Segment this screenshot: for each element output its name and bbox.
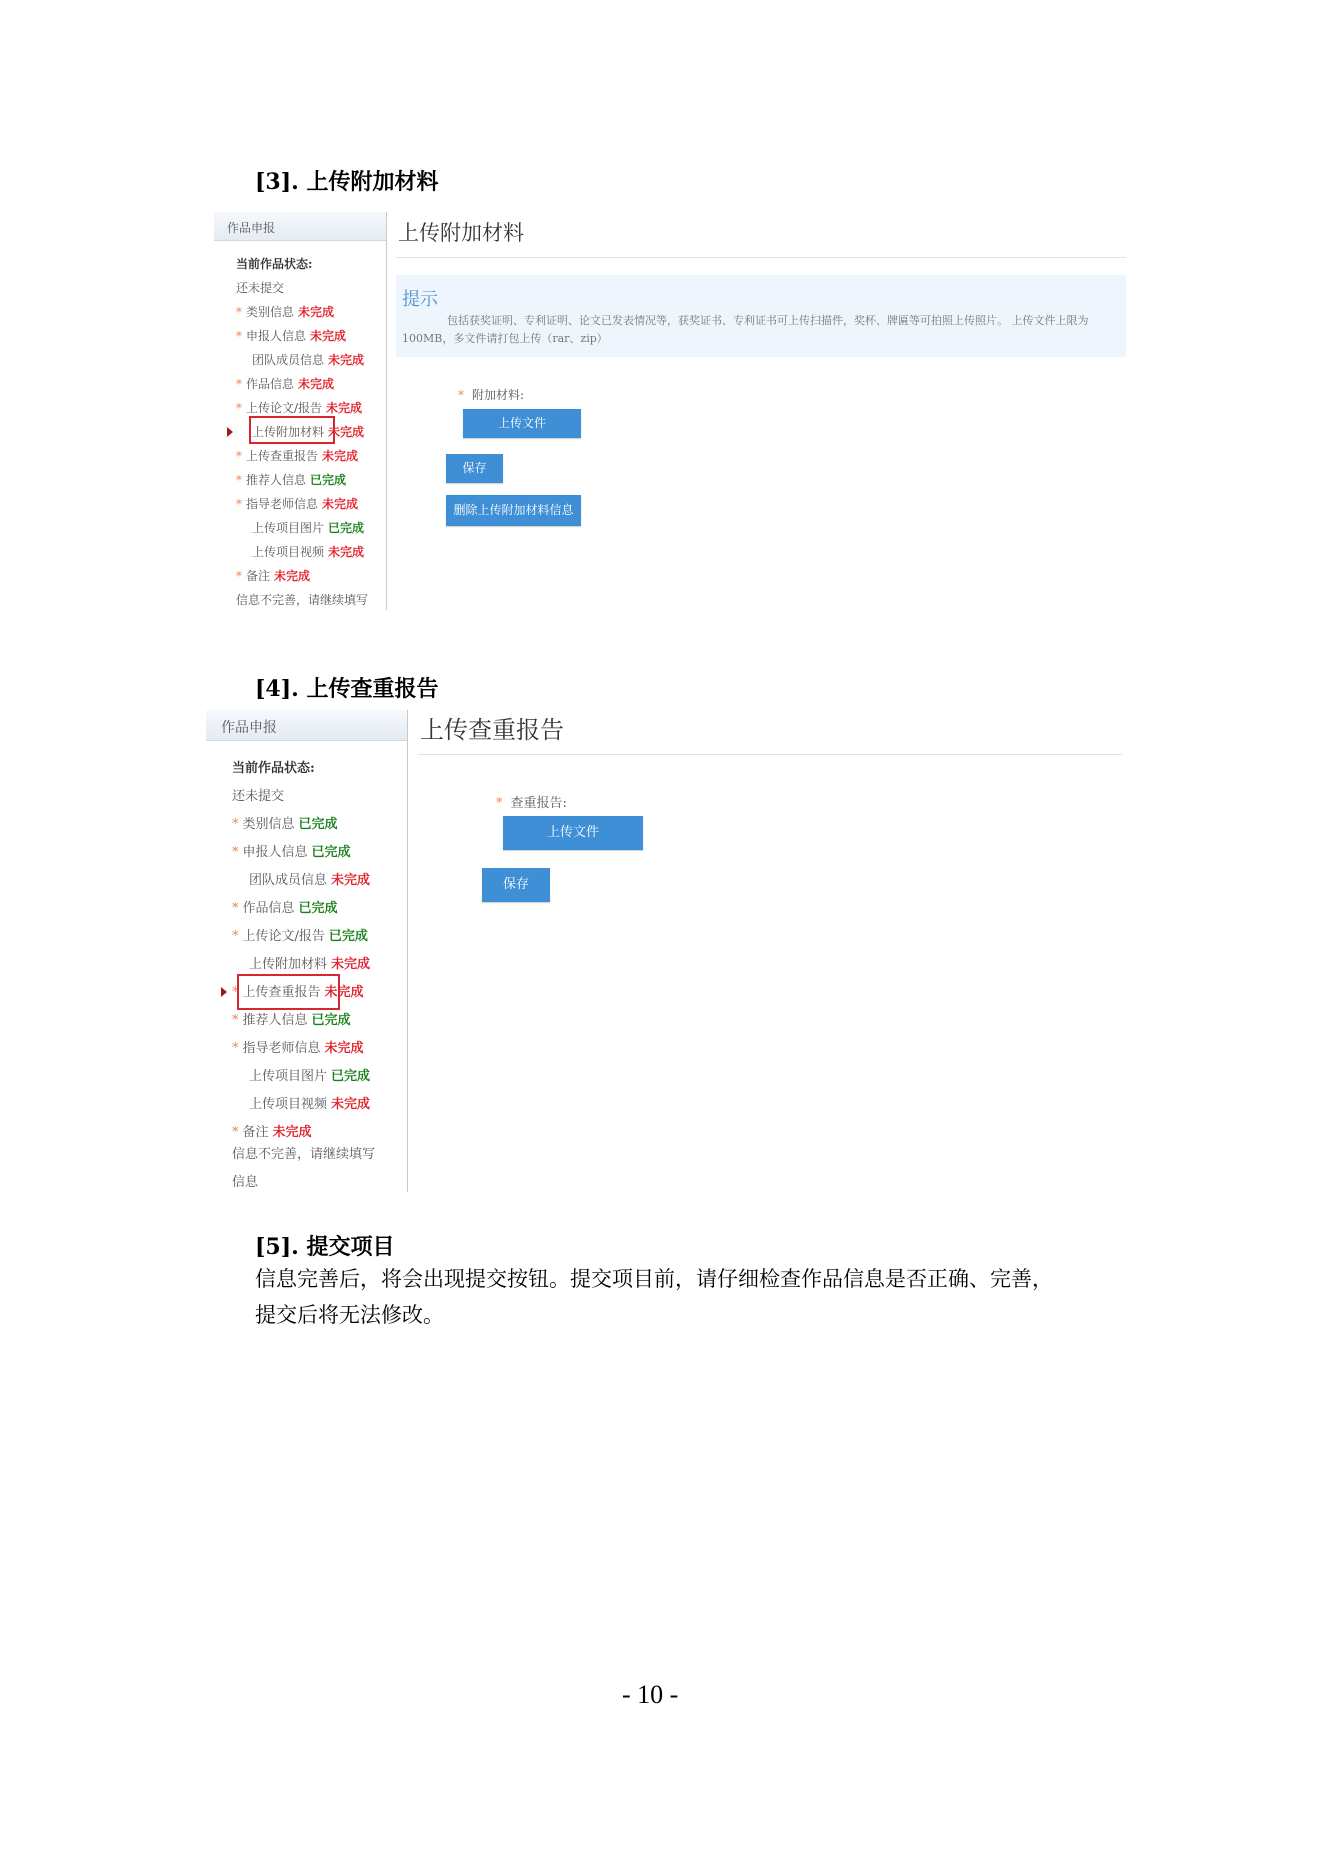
attachment-label: * 附加材料: [458, 388, 525, 402]
required-star: * [236, 305, 242, 319]
step-status: 已完成 [310, 473, 347, 487]
section-5-paragraph-line-2: 提交后将无法修改。 [255, 1303, 444, 1327]
required-star: * [236, 377, 242, 391]
sidebar-step-item[interactable] [232, 1121, 312, 1140]
required-star: * [236, 449, 242, 463]
step-status: 未完成 [328, 425, 365, 439]
step-label: 类别信息 [246, 305, 295, 319]
save-button[interactable]: 保存 [446, 454, 503, 483]
main-title: 上传查重报告 [420, 716, 564, 744]
step-label: 备注 [242, 1125, 269, 1140]
required-star: * [236, 329, 242, 343]
step-label: 作品信息 [246, 377, 295, 391]
sidebar-step-item[interactable] [232, 1009, 351, 1028]
required-star: * [232, 929, 239, 944]
attachment-label-text: 附加材料: [472, 388, 525, 402]
step-label: 上传查重报告 [242, 985, 321, 1000]
step-status: 已完成 [328, 521, 365, 535]
step-label: 申报人信息 [242, 845, 308, 860]
sidebar-step-item[interactable] [232, 1037, 364, 1056]
sidebar-step-item[interactable] [252, 543, 364, 560]
sidebar [206, 710, 408, 1192]
sidebar-header [214, 212, 386, 241]
sidebar-step-item[interactable] [249, 869, 370, 888]
delete-attachment-button[interactable]: 删除上传附加材料信息 [446, 495, 581, 526]
step-label: 推荐人信息 [242, 1013, 308, 1028]
section-3-heading: [3]. 上传附加材料 [255, 169, 439, 195]
status-sub: 还未提交 [236, 281, 285, 295]
screenshot-upload-materials [214, 212, 1134, 610]
screenshot-upload-plagiarism-report [206, 710, 1128, 1192]
step-status: 已完成 [331, 1069, 371, 1084]
tip-text: 包括获奖证明、专利证明、论文已发表情况等，获奖证书、专利证书可上传扫描件，奖杯、牌匾等可拍照上传照片。 上传文件上限为100MB，多文件请打包上传（rar、zip） [402, 314, 1089, 345]
sidebar-step-item[interactable] [232, 897, 338, 916]
required-star: * [232, 1041, 239, 1056]
step-label: 类别信息 [242, 817, 295, 832]
required-star: * [236, 473, 242, 487]
status-title: 当前作品状态: [232, 761, 315, 776]
status-sub: 还未提交 [232, 789, 285, 804]
tip-box [396, 275, 1126, 357]
step-status: 已完成 [328, 929, 368, 944]
sidebar-header [206, 710, 407, 741]
required-star: * [236, 497, 242, 511]
sidebar-header-label: 作品申报 [221, 720, 277, 736]
sidebar-step-item[interactable] [249, 953, 370, 972]
step-status: 未完成 [322, 449, 359, 463]
step-label: 作品信息 [242, 901, 295, 916]
step-status: 未完成 [298, 305, 335, 319]
title-divider [418, 754, 1122, 755]
step-status: 未完成 [274, 569, 311, 583]
step-status: 已完成 [311, 1013, 351, 1028]
step-label: 上传项目视频 [249, 1097, 328, 1112]
step-status: 未完成 [331, 957, 371, 972]
step-status: 未完成 [324, 985, 364, 1000]
plagiarism-report-label: * 查重报告: [496, 796, 567, 811]
sidebar-footer: 信息不完善，请继续填写 [232, 1147, 376, 1162]
step-label: 指导老师信息 [242, 1041, 321, 1056]
step-status: 未完成 [272, 1125, 312, 1140]
required-star: * [236, 401, 242, 415]
step-status: 未完成 [326, 401, 363, 415]
sidebar-step-item[interactable] [232, 841, 351, 860]
step-status: 未完成 [331, 873, 371, 888]
highlight-box [249, 416, 335, 444]
required-star: * [236, 569, 242, 583]
sidebar-step-item[interactable] [236, 375, 334, 392]
sidebar-step-item[interactable] [236, 447, 358, 464]
step-label: 上传查重报告 [246, 449, 319, 463]
sidebar-step-item[interactable] [252, 351, 364, 368]
step-status: 已完成 [298, 901, 338, 916]
title-divider [396, 257, 1126, 258]
sidebar-header-label: 作品申报 [227, 221, 276, 235]
required-star: * [232, 901, 239, 916]
sidebar-step-item[interactable] [232, 813, 338, 832]
sidebar-footer-2: 信息 [232, 1175, 259, 1190]
step-status: 未完成 [328, 353, 365, 367]
step-label: 上传论文/报告 [242, 929, 325, 944]
step-status: 已完成 [311, 845, 351, 860]
status-title: 当前作品状态: [236, 257, 313, 271]
step-status: 未完成 [328, 545, 365, 559]
step-label: 上传项目图片 [249, 1069, 328, 1084]
step-label: 团队成员信息 [252, 353, 325, 367]
step-status: 已完成 [298, 817, 338, 832]
step-label: 备注 [246, 569, 271, 583]
sidebar-step-item[interactable] [249, 1065, 370, 1084]
step-label: 指导老师信息 [246, 497, 319, 511]
highlight-box [237, 974, 340, 1010]
sidebar-step-item[interactable] [236, 495, 358, 512]
step-status: 未完成 [331, 1097, 371, 1112]
upload-file-button[interactable]: 上传文件 [503, 816, 643, 850]
sidebar-step-item[interactable] [236, 303, 334, 320]
sidebar-step-item[interactable] [249, 1093, 370, 1112]
step-label: 推荐人信息 [246, 473, 307, 487]
current-step-arrow [221, 987, 227, 997]
sidebar-step-item[interactable] [232, 925, 368, 944]
required-star: * [232, 1125, 239, 1140]
step-status: 未完成 [324, 1041, 364, 1056]
sidebar-step-item[interactable] [236, 567, 310, 584]
section-5-paragraph-line-1: 信息完善后，将会出现提交按钮。提交项目前，请仔细检查作品信息是否正确、完善， [255, 1267, 1053, 1291]
sidebar-step-item[interactable] [236, 471, 346, 488]
sidebar-step-item[interactable] [236, 399, 362, 416]
sidebar [214, 212, 387, 610]
step-label: 上传项目视频 [252, 545, 325, 559]
section-4-heading: [4]. 上传查重报告 [255, 676, 439, 702]
plagiarism-report-label-text: 查重报告: [510, 796, 567, 811]
sidebar-step-item[interactable] [252, 519, 364, 536]
required-star: * [232, 985, 239, 1000]
step-label: 上传附加材料 [249, 957, 328, 972]
section-5-heading: [5]. 提交项目 [255, 1234, 395, 1260]
step-label: 上传论文/报告 [246, 401, 323, 415]
current-step-arrow [227, 427, 233, 437]
step-label: 申报人信息 [246, 329, 307, 343]
required-star: * [232, 817, 239, 832]
page-number: - 10 - [622, 1680, 679, 1709]
step-status: 未完成 [322, 497, 359, 511]
required-star: * [232, 1013, 239, 1028]
step-label: 上传项目图片 [252, 521, 325, 535]
step-label: 上传附加材料 [252, 425, 325, 439]
step-label: 团队成员信息 [249, 873, 328, 888]
save-button[interactable]: 保存 [482, 868, 550, 902]
tip-title: 提示 [402, 289, 438, 310]
step-status: 未完成 [310, 329, 347, 343]
required-star: * [232, 845, 239, 860]
step-status: 未完成 [298, 377, 335, 391]
sidebar-step-item[interactable] [236, 327, 346, 344]
sidebar-footer: 信息不完善，请继续填写 [236, 593, 369, 607]
main-title: 上传附加材料 [398, 221, 524, 245]
upload-file-button[interactable]: 上传文件 [463, 409, 581, 438]
